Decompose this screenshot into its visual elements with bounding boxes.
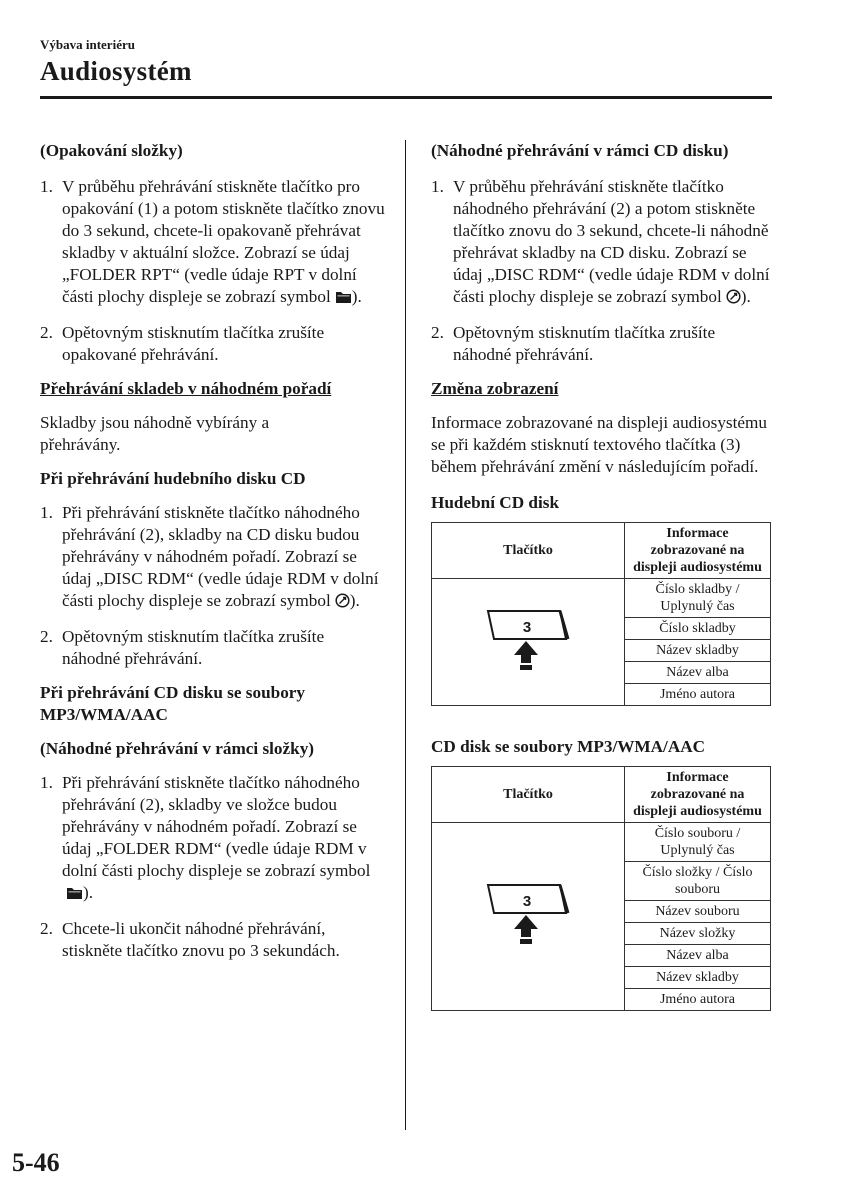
folder-icon (66, 884, 83, 906)
table-cell: Číslo skladby / Uplynulý čas (625, 579, 771, 618)
random-disc-icon (335, 592, 350, 614)
left-column (40, 140, 385, 974)
button-illustration-cell (432, 823, 625, 1011)
button-illustration-cell (432, 579, 625, 706)
table-title-music-cd: Hudební CD disk (431, 493, 560, 512)
step-number: 1. (40, 503, 53, 522)
random-intro: Skladby jsou náhodně vybírány a přehrávány. (40, 413, 270, 454)
table-cell: Název alba (625, 945, 771, 967)
svg-text:3: 3 (522, 893, 532, 910)
column-header-info: Informace zobrazované na displeji audiosystému (625, 767, 771, 823)
title-rule (40, 96, 772, 99)
step-number: 1. (40, 177, 53, 196)
table-cell: Název alba (625, 662, 771, 684)
step-text: Při přehrávání stiskněte tlačítko náhodného přehrávání (2), skladby na CD disku budou přehrávány v náhodném pořadí. Zobrazí se údaj „DISC RDM“ (vedle údaje RDM v dolní části plochy displeje se zobrazí symbol ). (62, 502, 385, 614)
step-text: Při přehrávání stiskněte tlačítko náhodného přehrávání (2), skladby ve složce budou přehrávány v náhodném pořadí. Zobrazí se údaj „FOLDER RDM“ (vedle údaje RDM v dolní části plochy displeje se zobrazí symbol). (62, 772, 385, 906)
step-text: Opětovným stisknutím tlačítka zrušíte opakované přehrávání. (62, 323, 325, 364)
column-divider (405, 140, 406, 1130)
step-number: 2. (431, 323, 444, 342)
table-cell: Číslo souboru / Uplynulý čas (625, 823, 771, 862)
folder-icon (335, 288, 352, 310)
right-column (431, 140, 771, 1029)
heading-random-playback: Přehrávání skladeb v náhodném pořadí (40, 379, 332, 398)
heading-mp3-cd: Při přehrávání CD disku se soubory MP3/WMA/AAC (40, 683, 306, 724)
cd-random-steps (431, 176, 771, 366)
table-row (432, 579, 771, 618)
step-number: 2. (40, 919, 53, 938)
section-label: Výbava interiéru (40, 37, 135, 52)
table-cell: Jméno autora (625, 989, 771, 1011)
table-cell: Jméno autora (625, 684, 771, 706)
column-header-button: Tlačítko (432, 767, 625, 823)
column-header-info: Informace zobrazované na displeji audiosystému (625, 523, 771, 579)
table-title-mp3-cd: CD disk se soubory MP3/WMA/AAC (431, 737, 706, 756)
list-item (40, 176, 385, 310)
page-title: Audiosystém (40, 56, 192, 86)
display-table-music-cd (431, 522, 771, 706)
heading-music-cd: Při přehrávání hudebního disku CD (40, 469, 306, 488)
table-row (432, 823, 771, 862)
step-text: Opětovným stisknutím tlačítka zrušíte náhodné přehrávání. (453, 323, 716, 364)
list-item (431, 176, 771, 310)
folder-random-steps (40, 772, 385, 962)
list-item (40, 322, 385, 366)
page-number: 5-46 (12, 1148, 60, 1177)
step-text: Chcete-li ukončit náhodné přehrávání, stiskněte tlačítko znovu po 3 sekundách. (62, 919, 340, 960)
list-item (40, 772, 385, 906)
table-header-row (432, 767, 771, 823)
heading-folder-repeat: (Opakování složky) (40, 141, 183, 160)
step-number: 2. (40, 627, 53, 646)
text-button-3-icon (478, 879, 578, 949)
step-text: V průběhu přehrávání stiskněte tlačítko pro opakování (1) a potom stiskněte tlačítko znovu do 3 sekund, chcete-li opakovaně přehrávat skladby v aktuální složce. Zobrazí se údaj „FOLDER RPT“ (vedle údaje RPT v dolní části plochy displeje se zobrazí symbol ). (62, 176, 385, 310)
table-cell: Číslo složky / Číslo souboru (625, 862, 771, 901)
list-item (431, 322, 771, 366)
svg-text:3: 3 (522, 618, 532, 636)
table-cell: Název souboru (625, 901, 771, 923)
folder-repeat-steps (40, 176, 385, 366)
table-header-row (432, 523, 771, 579)
list-item (40, 626, 385, 670)
display-table-mp3-cd (431, 766, 771, 1011)
step-number: 1. (40, 773, 53, 792)
table-cell: Název složky (625, 923, 771, 945)
list-item (40, 918, 385, 962)
text-button-3-icon (478, 605, 578, 675)
music-cd-random-steps (40, 502, 385, 670)
step-text: V průběhu přehrávání stiskněte tlačítko náhodného přehrávání (2) a potom stiskněte tlačítko znovu do 3 sekund, chcete-li náhodně přehrávat skladby na CD disku. Zobrazí se údaj „DISC RDM“ (vedle údaje RDM v dolní části plochy displeje se zobrazí symbol ). (453, 176, 771, 310)
step-number: 1. (431, 177, 444, 196)
step-number: 2. (40, 323, 53, 342)
random-disc-icon (726, 288, 741, 310)
table-cell: Název skladby (625, 640, 771, 662)
display-change-text: Informace zobrazované na displeji audiosystému se při každém stisknutí textového tlačítka (3) během přehrávání změní v následujícím pořadí. (431, 413, 767, 476)
heading-display-change: Změna zobrazení (431, 379, 559, 398)
column-header-button: Tlačítko (432, 523, 625, 579)
heading-cd-random: (Náhodné přehrávání v rámci CD disku) (431, 141, 729, 160)
list-item (40, 502, 385, 614)
heading-folder-random: (Náhodné přehrávání v rámci složky) (40, 739, 315, 758)
table-cell: Číslo skladby (625, 618, 771, 640)
step-text: Opětovným stisknutím tlačítka zrušíte náhodné přehrávání. (62, 627, 325, 668)
table-cell: Název skladby (625, 967, 771, 989)
